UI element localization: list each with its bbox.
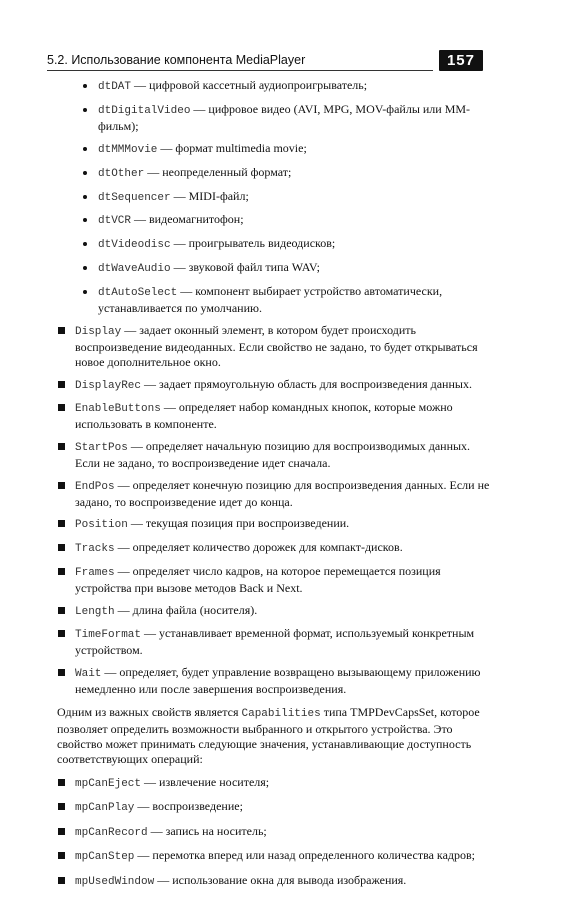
- device-type-item: [81, 284, 493, 316]
- code-term: Tracks: [75, 543, 115, 556]
- dash: —: [137, 799, 150, 814]
- property-item: [57, 377, 493, 394]
- code-term: dtOther: [98, 167, 145, 180]
- dash: —: [180, 284, 193, 299]
- description-text: устанавливает временной формат, используемый конкретным устройством.: [75, 626, 475, 658]
- code-term: dtDAT: [98, 81, 132, 93]
- code-term: mpUsedWindow: [75, 875, 155, 888]
- property-item: [57, 439, 493, 471]
- property-item: [57, 323, 493, 370]
- property-item: [57, 564, 493, 596]
- device-type-item: [81, 102, 493, 134]
- device-type-list: [81, 78, 493, 316]
- dash: —: [117, 563, 130, 578]
- property-item: [57, 478, 493, 510]
- description-text: воспроизведение;: [152, 799, 243, 814]
- code-term: DisplayRec: [75, 379, 142, 392]
- dash: —: [134, 78, 147, 92]
- dash: —: [173, 188, 186, 203]
- dash: —: [137, 848, 150, 863]
- code-term: dtVCR: [98, 215, 132, 228]
- property-item: [57, 540, 493, 557]
- capability-item: [57, 873, 493, 890]
- code-term: dtMMMovie: [98, 143, 158, 156]
- capabilities-list: [57, 775, 493, 890]
- property-item: [57, 626, 493, 658]
- dash: —: [173, 260, 186, 275]
- description-text: цифровое видео (AVI, MPG, MOV-файлы или MM-фильм);: [98, 101, 471, 133]
- dash: —: [144, 376, 157, 391]
- description-text: извлечение носителя;: [159, 774, 270, 789]
- description-text: определяет набор командных кнопок, которые можно использовать в компоненте.: [75, 400, 453, 432]
- description-text: неопределенный формат;: [162, 164, 292, 179]
- dash: —: [117, 602, 130, 617]
- code-term: dtWaveAudio: [98, 263, 171, 276]
- description-text: запись на носитель;: [165, 823, 267, 838]
- paragraph-text: типа TMPDevCapsSet, которое позволяет определить возможности выбранного и открытого устройства. Это свойство может принимать следующие значения, устанавливающие доступность соответствующих операций:: [57, 704, 480, 766]
- dash: —: [193, 101, 206, 116]
- description-text: определяет количество дорожек для компакт-дисков.: [132, 540, 403, 555]
- code-term: dtAutoSelect: [98, 287, 178, 300]
- code-term: EndPos: [75, 480, 115, 493]
- dash: —: [157, 872, 170, 887]
- description-text: задает прямоугольную область для воспроизведения данных.: [159, 376, 472, 391]
- code-term: mpCanEject: [75, 777, 142, 790]
- description-text: использование окна для вывода изображения.: [172, 872, 407, 887]
- capability-item: [57, 775, 493, 792]
- description-text: формат multimedia movie;: [175, 140, 307, 155]
- description-text: длина файла (носителя).: [132, 602, 258, 617]
- chapter-title: 5.2. Использование компонента MediaPlayer: [47, 53, 433, 71]
- code-term: TimeFormat: [75, 629, 142, 642]
- dash: —: [144, 774, 157, 789]
- capability-item: [57, 824, 493, 841]
- device-type-item: [81, 141, 493, 158]
- device-type-item: [81, 189, 493, 206]
- code-term: mpCanPlay: [75, 802, 135, 815]
- dash: —: [104, 664, 117, 679]
- code-term: Frames: [75, 566, 115, 579]
- description-text: текущая позиция при воспроизведении.: [145, 516, 350, 531]
- dash: —: [163, 400, 176, 415]
- description-text: звуковой файл типа WAV;: [188, 260, 320, 275]
- property-item: [57, 516, 493, 533]
- device-type-item: [81, 78, 493, 95]
- page-number: 157: [439, 50, 483, 71]
- description-text: определяет конечную позицию для воспроизведения данных. Если не задано, то воспроизведение идет до конца.: [75, 477, 490, 509]
- description-text: цифровой кассетный аудиопроигрыватель;: [149, 78, 368, 92]
- code-term: Wait: [75, 667, 102, 680]
- code-term: mpCanRecord: [75, 826, 148, 839]
- code-term: StartPos: [75, 442, 128, 455]
- dash: —: [144, 626, 157, 641]
- running-head: [47, 50, 483, 71]
- dash: —: [117, 540, 130, 555]
- dash: —: [173, 236, 186, 251]
- description-text: компонент выбирает устройство автоматически, устанавливается по умолчанию.: [98, 284, 443, 316]
- device-type-item: [81, 260, 493, 277]
- code-term: Capabilities: [241, 707, 321, 720]
- device-type-item: [81, 236, 493, 253]
- dash: —: [117, 477, 130, 492]
- code-term: dtDigitalVideo: [98, 104, 191, 117]
- code-term: mpCanStep: [75, 851, 135, 864]
- property-item: [57, 400, 493, 432]
- description-text: определяет, будет управление возвращено вызывающему приложению немедленно или после завершения воспроизведения.: [75, 664, 481, 696]
- property-item: [57, 603, 493, 620]
- capability-item: [57, 848, 493, 865]
- description-text: задает оконный элемент, в котором будет происходить воспроизведение видеоданных. Если свойство не задано, то будет открываться новое дополнительное окно.: [75, 323, 478, 370]
- code-term: EnableButtons: [75, 403, 161, 416]
- dash: —: [150, 823, 163, 838]
- capability-item: [57, 799, 493, 816]
- code-term: dtVideodisc: [98, 239, 171, 252]
- dash: —: [160, 140, 173, 155]
- dash: —: [130, 516, 143, 531]
- device-type-item: [81, 212, 493, 229]
- page-body: [57, 78, 493, 897]
- code-term: Display: [75, 326, 122, 339]
- capabilities-paragraph: [57, 705, 493, 767]
- paragraph-text: Одним из важных свойств является: [57, 704, 242, 719]
- description-text: определяет начальную позицию для воспроизводимых данных. Если не задано, то воспроизведение идет сначала.: [75, 439, 471, 471]
- code-term: Position: [75, 519, 128, 532]
- code-term: dtSequencer: [98, 191, 171, 204]
- device-type-item: [81, 165, 493, 182]
- dash: —: [124, 323, 137, 338]
- description-text: MIDI-файл;: [188, 188, 249, 203]
- dash: —: [130, 439, 143, 454]
- description-text: определяет число кадров, на которое перемещается позиция устройства при вызове методов Back и Next.: [75, 563, 441, 595]
- dash: —: [147, 164, 160, 179]
- code-term: Length: [75, 605, 115, 618]
- description-text: перемотка вперед или назад определенного количества кадров;: [152, 848, 476, 863]
- property-item: [57, 665, 493, 697]
- property-list: [57, 323, 493, 697]
- dash: —: [134, 212, 147, 227]
- description-text: проигрыватель видеодисков;: [188, 236, 336, 251]
- description-text: видеомагнитофон;: [149, 212, 244, 227]
